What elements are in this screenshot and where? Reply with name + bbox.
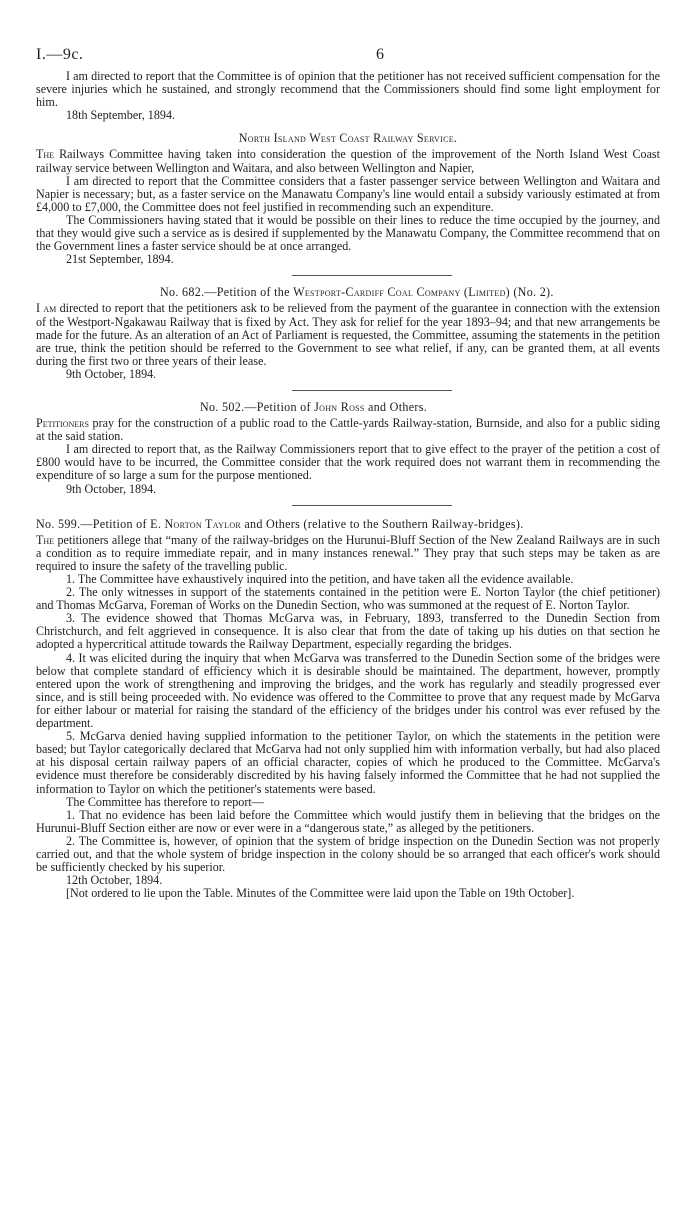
heading-prefix: No. 599.—Petition of E. — [36, 516, 165, 531]
paragraph: 1. That no evidence has been laid before the Committee which would justify them in believing that the bridges on the Hurunui-Bluff Section either are now or ever were in a “dangerous state,” as alleged by the petitioners. — [36, 807, 660, 835]
paragraph-text: Railways Committee having taken into consideration the question of the improvement of the North Island West Coast railway service between Wellington and Waitara, and also between Wellington and Napier, — [36, 147, 660, 175]
lead-word: The — [36, 147, 55, 162]
heading-prefix: No. 682.—Petition of the — [160, 285, 294, 300]
section-petition-682 — [36, 286, 660, 381]
paragraph — [36, 302, 660, 367]
section-divider — [292, 505, 452, 506]
paragraph: I am directed to report that the Committee is of opinion that the petitioner has not received sufficient compensation for the severe injuries which he sustained, and strongly recommend that the Commissioners should find some light employment for him. — [36, 69, 660, 110]
paragraph: 2. The Committee is, however, of opinion that the system of bridge inspection on the Dunedin Section was not properly carried out, and that the whole system of bridge inspection in the colony should be so arranged that each officer's work should be sufficiently checked by his superior. — [36, 833, 660, 875]
heading-suffix: and Others. — [364, 399, 428, 414]
paragraph: The Committee has therefore to report— — [66, 794, 264, 809]
paragraph — [36, 534, 660, 573]
paragraph-text: pray for the construction of a public road to the Cattle-yards Railway-station, Burnside, and also for a public siding at the said station. — [36, 416, 660, 444]
report-date: 12th October, 1894. — [66, 873, 163, 888]
paragraph-text: directed to report that the petitioners ask to be relieved from the payment of the guarantee in connection with the extension of the Westport-Ngakawau Railway that is fixed by Act. They ask for relief for the year 1893–94; and that new arrangements be made for the future. As an alteration of an Act of Parliament is requested, the Committee, assuming the statements in the petition are true, think the petition should be referred to the Government to see what relief, if any, can be granted them, at all events during the first two or three years of their lease. — [36, 301, 660, 368]
section-heading: North Island West Coast Railway Service. — [238, 131, 458, 146]
section-heading — [36, 518, 660, 531]
lead-word: I am — [36, 301, 57, 316]
paragraph: 4. It was elicited during the inquiry that when McGarva was transferred to the Dunedin Section some of the bridges were below that complete standard of efficiency which it is desirable should be maintained. The department, however, promptly entered upon the work of strengthening and improving the bridges, and the work has regularly and steadily progressed ever since, and is still being proceeded with. No evidence was offered to the Committee to prove that any request made by McGarva for either labour or material for raising the standard of the efficiency of the bridges under his control was ever refused by the department. — [36, 650, 660, 731]
closing-note: [Not ordered to lie upon the Table. Minutes of the Committee were laid upon the Table on 19th October]. — [66, 886, 575, 901]
section-petition-599 — [36, 518, 660, 901]
paragraph-text: petitioners allege that “many of the railway-bridges on the Hurunui-Bluff Section of the New Zealand Railways are in such a condition as to require immediate repair, and in many instances renewal.” They pray that such steps may be taken as are required to insure the safety of the travelling public. — [36, 532, 660, 573]
section-divider — [292, 390, 452, 391]
lead-word: The — [36, 532, 55, 547]
section-heading — [36, 401, 660, 414]
paragraph — [36, 417, 660, 443]
page-header — [36, 0, 660, 70]
heading-prefix: No. 502.—Petition of — [200, 399, 315, 414]
section-petition-502 — [36, 401, 660, 496]
heading-name: Westport-Cardiff Coal Company (Limited) — [293, 285, 511, 300]
paragraph: I am directed to report that the Committee considers that a faster passenger service between Wellington and Waitara and Napier is necessary; but, as a faster service on the Manawatu Company's line would entail a subsidy variously estimated at from £4,000 to £7,000, the Committee does not feel justified in recommending such an expenditure. — [36, 173, 660, 214]
heading-name: John Ross — [314, 399, 365, 414]
paragraph — [36, 148, 660, 174]
heading-name: Norton Taylor — [164, 516, 242, 531]
report-date: 9th October, 1894. — [66, 481, 157, 496]
lead-word: Petitioners — [36, 416, 89, 431]
report-date: 21st September, 1894. — [66, 252, 174, 267]
paragraph: 2. The only witnesses in support of the statements contained in the petition were E. Norton Taylor (the chief petitioner) and Thomas McGarva, Foreman of Works on the Dunedin Section, who was summoned at the request of E. Norton Taylor. — [36, 585, 660, 613]
paragraph: 3. The evidence showed that Thomas McGarva was, in February, 1893, transferred to the Dunedin Section from Christchurch, and felt aggrieved in consequence. It is also clear that from the date of taking up his duties on that section he adopted a hypercritical attitude towards the Railway Department, especially regarding the bridges. — [36, 611, 660, 652]
report-date: 18th September, 1894. — [66, 108, 176, 123]
document-reference: I.—9c. — [36, 46, 84, 63]
paragraph: The Commissioners having stated that it would be possible on their lines to reduce the time occupied by the journey, and that they would give such a service as is desired if supplemented by the Manawatu Company, the Committee recommend that on the Government lines a faster service should be at once arranged. — [36, 212, 660, 254]
section-compensation-report — [36, 70, 660, 122]
heading-suffix: (No. 2). — [510, 285, 554, 300]
paragraph: I am directed to report that, as the Railway Commissioners report that to give effect to the prayer of the petition a cost of £800 would have to be incurred, the Committee consider that the work required does not warrant them in recommending the expenditure of so large a sum for the purpose mentioned. — [36, 442, 660, 483]
page-number: 6 — [376, 46, 384, 63]
section-heading — [36, 286, 660, 299]
report-date: 9th October, 1894. — [66, 366, 157, 381]
section-west-coast-railway — [36, 132, 660, 266]
heading-suffix: and Others (relative to the Southern Railway-bridges). — [241, 516, 524, 531]
paragraph: 1. The Committee have exhaustively inquired into the petition, and have taken all the evidence available. — [66, 572, 574, 586]
section-divider — [292, 275, 452, 276]
paragraph: 5. McGarva denied having supplied information to the petitioner Taylor, on which the statements in the petition were based; but Taylor categorically declared that McGarva had not only supplied him with information verbally, but had also placed at his disposal certain railway papers of an official character, copies of which he produced to the Committee. McGarva's evidence must therefore be considerably discredited by his having falsely informed the Committee that he had not supplied the information to Taylor on which the petitioner's statements were based. — [36, 729, 660, 796]
